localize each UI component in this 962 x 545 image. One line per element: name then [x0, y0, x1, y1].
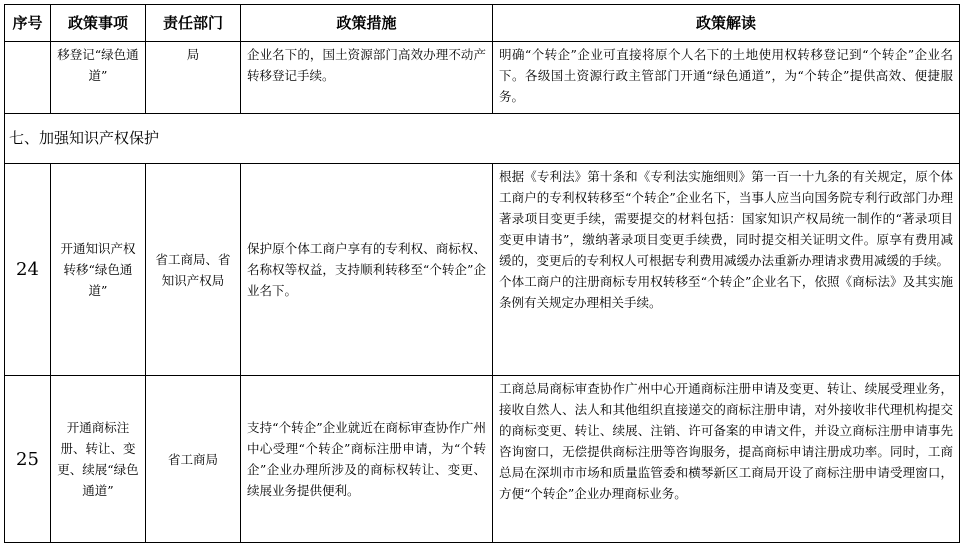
header-policy-item: 政策事项 — [51, 5, 146, 42]
cell-serial-empty — [5, 42, 51, 114]
header-policy-measures: 政策措施 — [241, 5, 493, 42]
policy-table — [4, 4, 960, 543]
cell-measure: 企业名下的，国土资源部门高效办理不动产转移登记手续。 — [241, 42, 493, 114]
interpretation-paragraph-patent: 根据《专利法》第十条和《专利法实施细则》第一百一十九条的有关规定，原个体工商户的专利权转移至“个转企”企业名下，当事人应当向国务院专利行政部门办理著录项目变更手续，需要提交的材料包括：国家知识产权局统一制作的“著录项目变更申请书”，缴纳著录项目变更手续费，同时提交相关证明文件。原享有费用减缓的，变更后的专利权人可根据专利费用减缓办法重新办理请求费用减缓的手续。 — [499, 169, 953, 268]
cell-interpretation: 工商总局商标审查协作广州中心开通商标注册申请及变更、转让、续展受理业务，接收自然人、法人和其他组织直接递交的商标注册申请，对外接收非代理机构提交的商标变更、转让、续展、注销、许可备案的申请文件，并设立商标注册申请事先咨询窗口，无偿提供商标注册等咨询服务，提高商标申请注册成功率。同时，工商总局在深圳市市场和质量监管委和横琴新区工商局开设了商标注册申请受理窗口，方便“个转企”企业办理商标业务。 — [493, 376, 960, 543]
cell-dept: 局 — [146, 42, 241, 114]
cell-policy-item: 开通知识产权转移“绿色通道” — [51, 164, 146, 376]
section-title: 七、加强知识产权保护 — [5, 114, 960, 164]
table-row-24 — [5, 164, 960, 376]
section-row — [5, 114, 960, 164]
cell-serial-number: 24 — [5, 164, 51, 376]
header-row — [5, 5, 960, 42]
header-serial-number: 序号 — [5, 5, 51, 42]
header-responsible-dept: 责任部门 — [146, 5, 241, 42]
cell-interpretation: 明确“个转企”企业可直接将原个人名下的土地使用权转移登记到“个转企”企业名下。各级国土资源行政主管部门开通“绿色通道”，为“个转企”提供高效、便捷服务。 — [493, 42, 960, 114]
header-policy-interpretation: 政策解读 — [493, 5, 960, 42]
cell-serial-number: 25 — [5, 376, 51, 543]
table-row-continued — [5, 42, 960, 114]
cell-measure: 保护原个体工商户享有的专利权、商标权、名称权等权益，支持顺利转移至“个转企”企业名下。 — [241, 164, 493, 376]
cell-measure: 支持“个转企”企业就近在商标审查协作广州中心受理“个转企”商标注册申请，为“个转企”企业办理所涉及的商标权转让、变更、续展业务提供便利。 — [241, 376, 493, 543]
cell-policy-item: 移登记“绿色通道” — [51, 42, 146, 114]
interpretation-paragraph-trademark: 个体工商户的注册商标专用权转移至“个转企”企业名下，依照《商标法》及其实施条例有关规定办理相关手续。 — [499, 274, 953, 310]
table-row-25 — [5, 376, 960, 543]
cell-dept: 省工商局 — [146, 376, 241, 543]
cell-interpretation — [493, 164, 960, 376]
cell-policy-item: 开通商标注册、转让、变更、续展“绿色通道” — [51, 376, 146, 543]
cell-dept: 省工商局、省知识产权局 — [146, 164, 241, 376]
